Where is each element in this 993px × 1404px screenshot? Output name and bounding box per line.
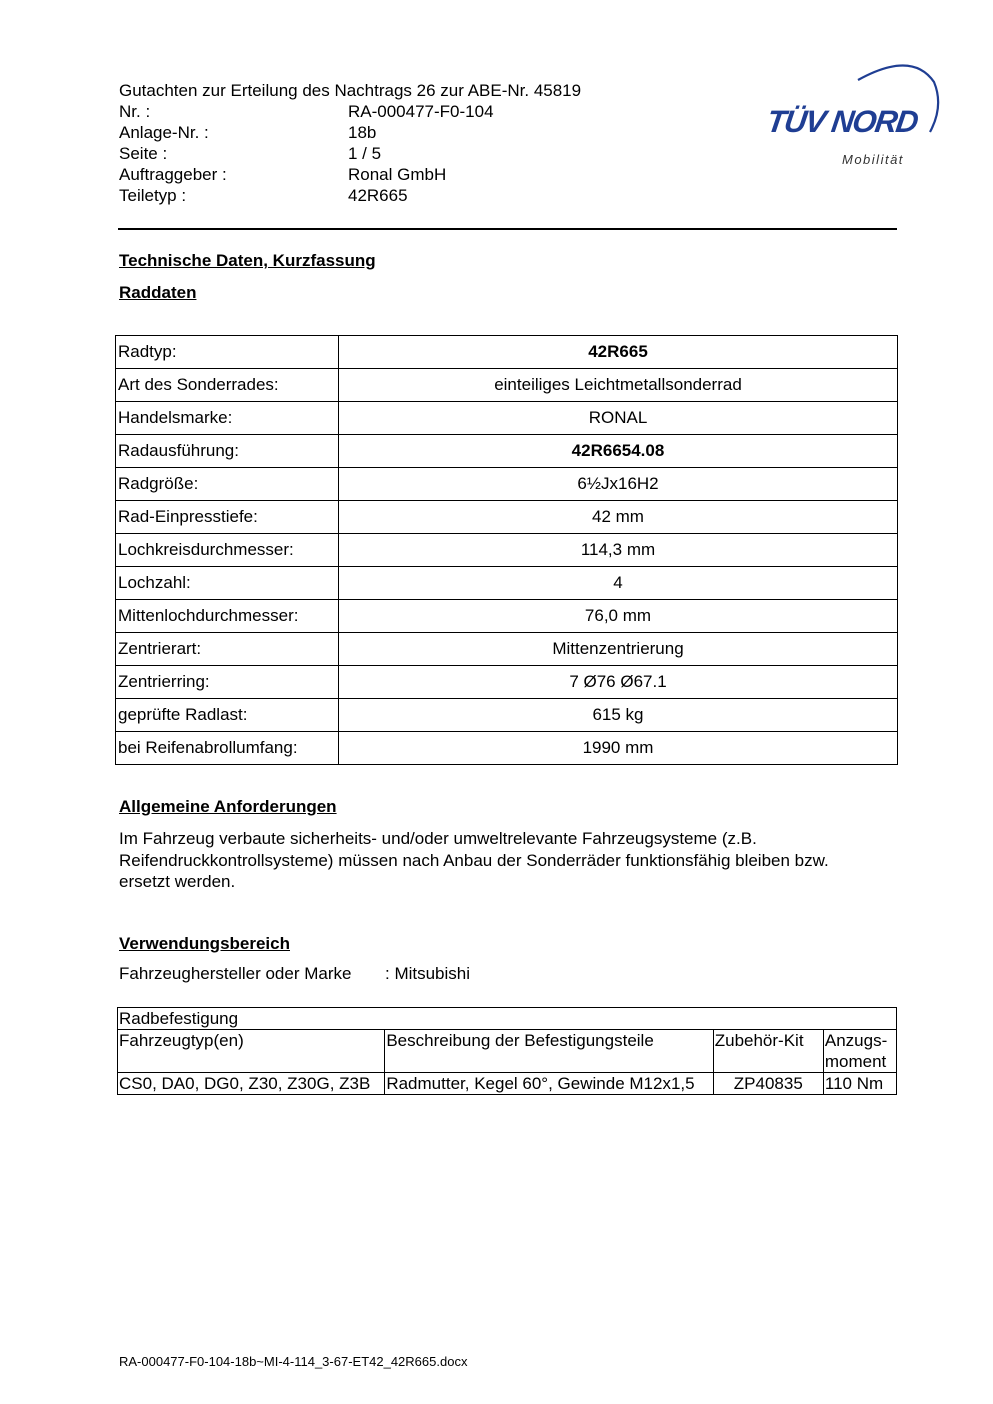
row-value: 6½Jx16H2 [339,468,898,501]
header-row [119,143,679,164]
header-key: Seite : [119,144,168,163]
header-row [119,164,679,185]
header-divider [118,228,897,230]
paragraph-line: Im Fahrzeug verbaute sicherheits- und/oder umweltrelevante Fahrzeugsysteme (z.B. [119,829,757,848]
header-row [119,122,679,143]
header-value: 1 / 5 [348,144,382,163]
fixing-header-cell: Fahrzeugtyp(en) [118,1030,385,1073]
row-value: 42 mm [339,501,898,534]
table-row [116,732,898,765]
row-value: 7 Ø76 Ø67.1 [339,666,898,699]
row-label: Lochkreisdurchmesser: [116,534,339,567]
header-key: Teiletyp : [119,186,187,205]
row-value: 76,0 mm [339,600,898,633]
header-value: 18b [348,123,377,142]
table-row [116,534,898,567]
header-value: RA-000477-F0-104 [348,102,494,121]
header-value: Ronal GmbH [348,165,447,184]
footer-filename: RA-000477-F0-104-18b~MI-4-114_3-67-ET42_42R665.docx [119,1354,468,1369]
fixing-cell: 110 Nm [823,1073,896,1095]
table-row [116,600,898,633]
fixing-title-row [118,1008,897,1030]
general-paragraph [119,828,899,893]
table-row [116,435,898,468]
row-value: einteiliges Leichtmetallsonderrad [339,369,898,402]
heading-usage: Verwendungsbereich [119,934,290,953]
row-value: Mittenzentrierung [339,633,898,666]
table-row [116,633,898,666]
tuv-nord-logo [762,56,942,176]
row-label: Art des Sonderrades: [116,369,339,402]
row-value: 4 [339,567,898,600]
row-label: Radgröße: [116,468,339,501]
fixing-data-row [118,1073,897,1095]
fixing-header-row [118,1030,897,1073]
document-header [119,80,679,206]
heading-general: Allgemeine Anforderungen [119,797,337,816]
fixing-cell: Radmutter, Kegel 60°, Gewinde M12x1,5 [385,1073,713,1095]
row-value: 42R665 [339,336,898,369]
table-row [116,501,898,534]
row-value: 114,3 mm [339,534,898,567]
header-key: Nr. : [119,102,151,121]
heading-wheel-data: Raddaten [119,283,197,302]
row-value: 42R6654.08 [339,435,898,468]
fixing-header-cell: Beschreibung der Befestigungsteile [385,1030,713,1073]
row-value: 1990 mm [339,732,898,765]
row-label: geprüfte Radlast: [116,699,339,732]
row-value: 615 kg [339,699,898,732]
heading-tech-data: Technische Daten, Kurzfassung [119,251,376,270]
header-value: 42R665 [348,186,408,205]
row-label: Mittenlochdurchmesser: [116,600,339,633]
fixing-header-cell: Anzugs- moment [823,1030,896,1073]
header-row [119,185,679,206]
header-key: Anlage-Nr. : [119,123,209,142]
table-row [116,402,898,435]
paragraph-line: Reifendruckkontrollsysteme) müssen nach Anbau der Sonderräder funktionsfähig bleiben bzw. [119,850,829,870]
row-label: Radausführung: [116,435,339,468]
row-label: Zentrierring: [116,666,339,699]
fixing-cell: ZP40835 [713,1073,823,1095]
table-row [116,699,898,732]
row-value: RONAL [339,402,898,435]
row-label: Zentrierart: [116,633,339,666]
paragraph-line: ersetzt werden. [119,872,236,891]
wheel-data-table [115,335,898,765]
logo-subtitle: Mobilität [842,152,904,167]
row-label: Rad-Einpresstiefe: [116,501,339,534]
row-label: bei Reifenabrollumfang: [116,732,339,765]
table-row [116,336,898,369]
header-title: Gutachten zur Erteilung des Nachtrags 26 zur ABE-Nr. 45819 [119,81,582,100]
fixing-header-cell: Zubehör-Kit [713,1030,823,1073]
wheel-fixing-table [117,1007,897,1095]
table-row [116,468,898,501]
maker-value: : Mitsubishi [385,964,471,983]
row-label: Handelsmarke: [116,402,339,435]
logo-wordmark: TÜV NORD [764,104,920,139]
fixing-cell: CS0, DA0, DG0, Z30, Z30G, Z3B [118,1073,385,1095]
row-label: Radtyp: [116,336,339,369]
header-row [119,101,679,122]
table-row [116,567,898,600]
header-key: Auftraggeber : [119,165,227,184]
row-label: Lochzahl: [116,567,339,600]
vehicle-maker-line [119,964,470,984]
table-row [116,369,898,402]
fixing-title: Radbefestigung [118,1008,897,1030]
table-row [116,666,898,699]
maker-label: Fahrzeughersteller oder Marke [119,964,352,983]
